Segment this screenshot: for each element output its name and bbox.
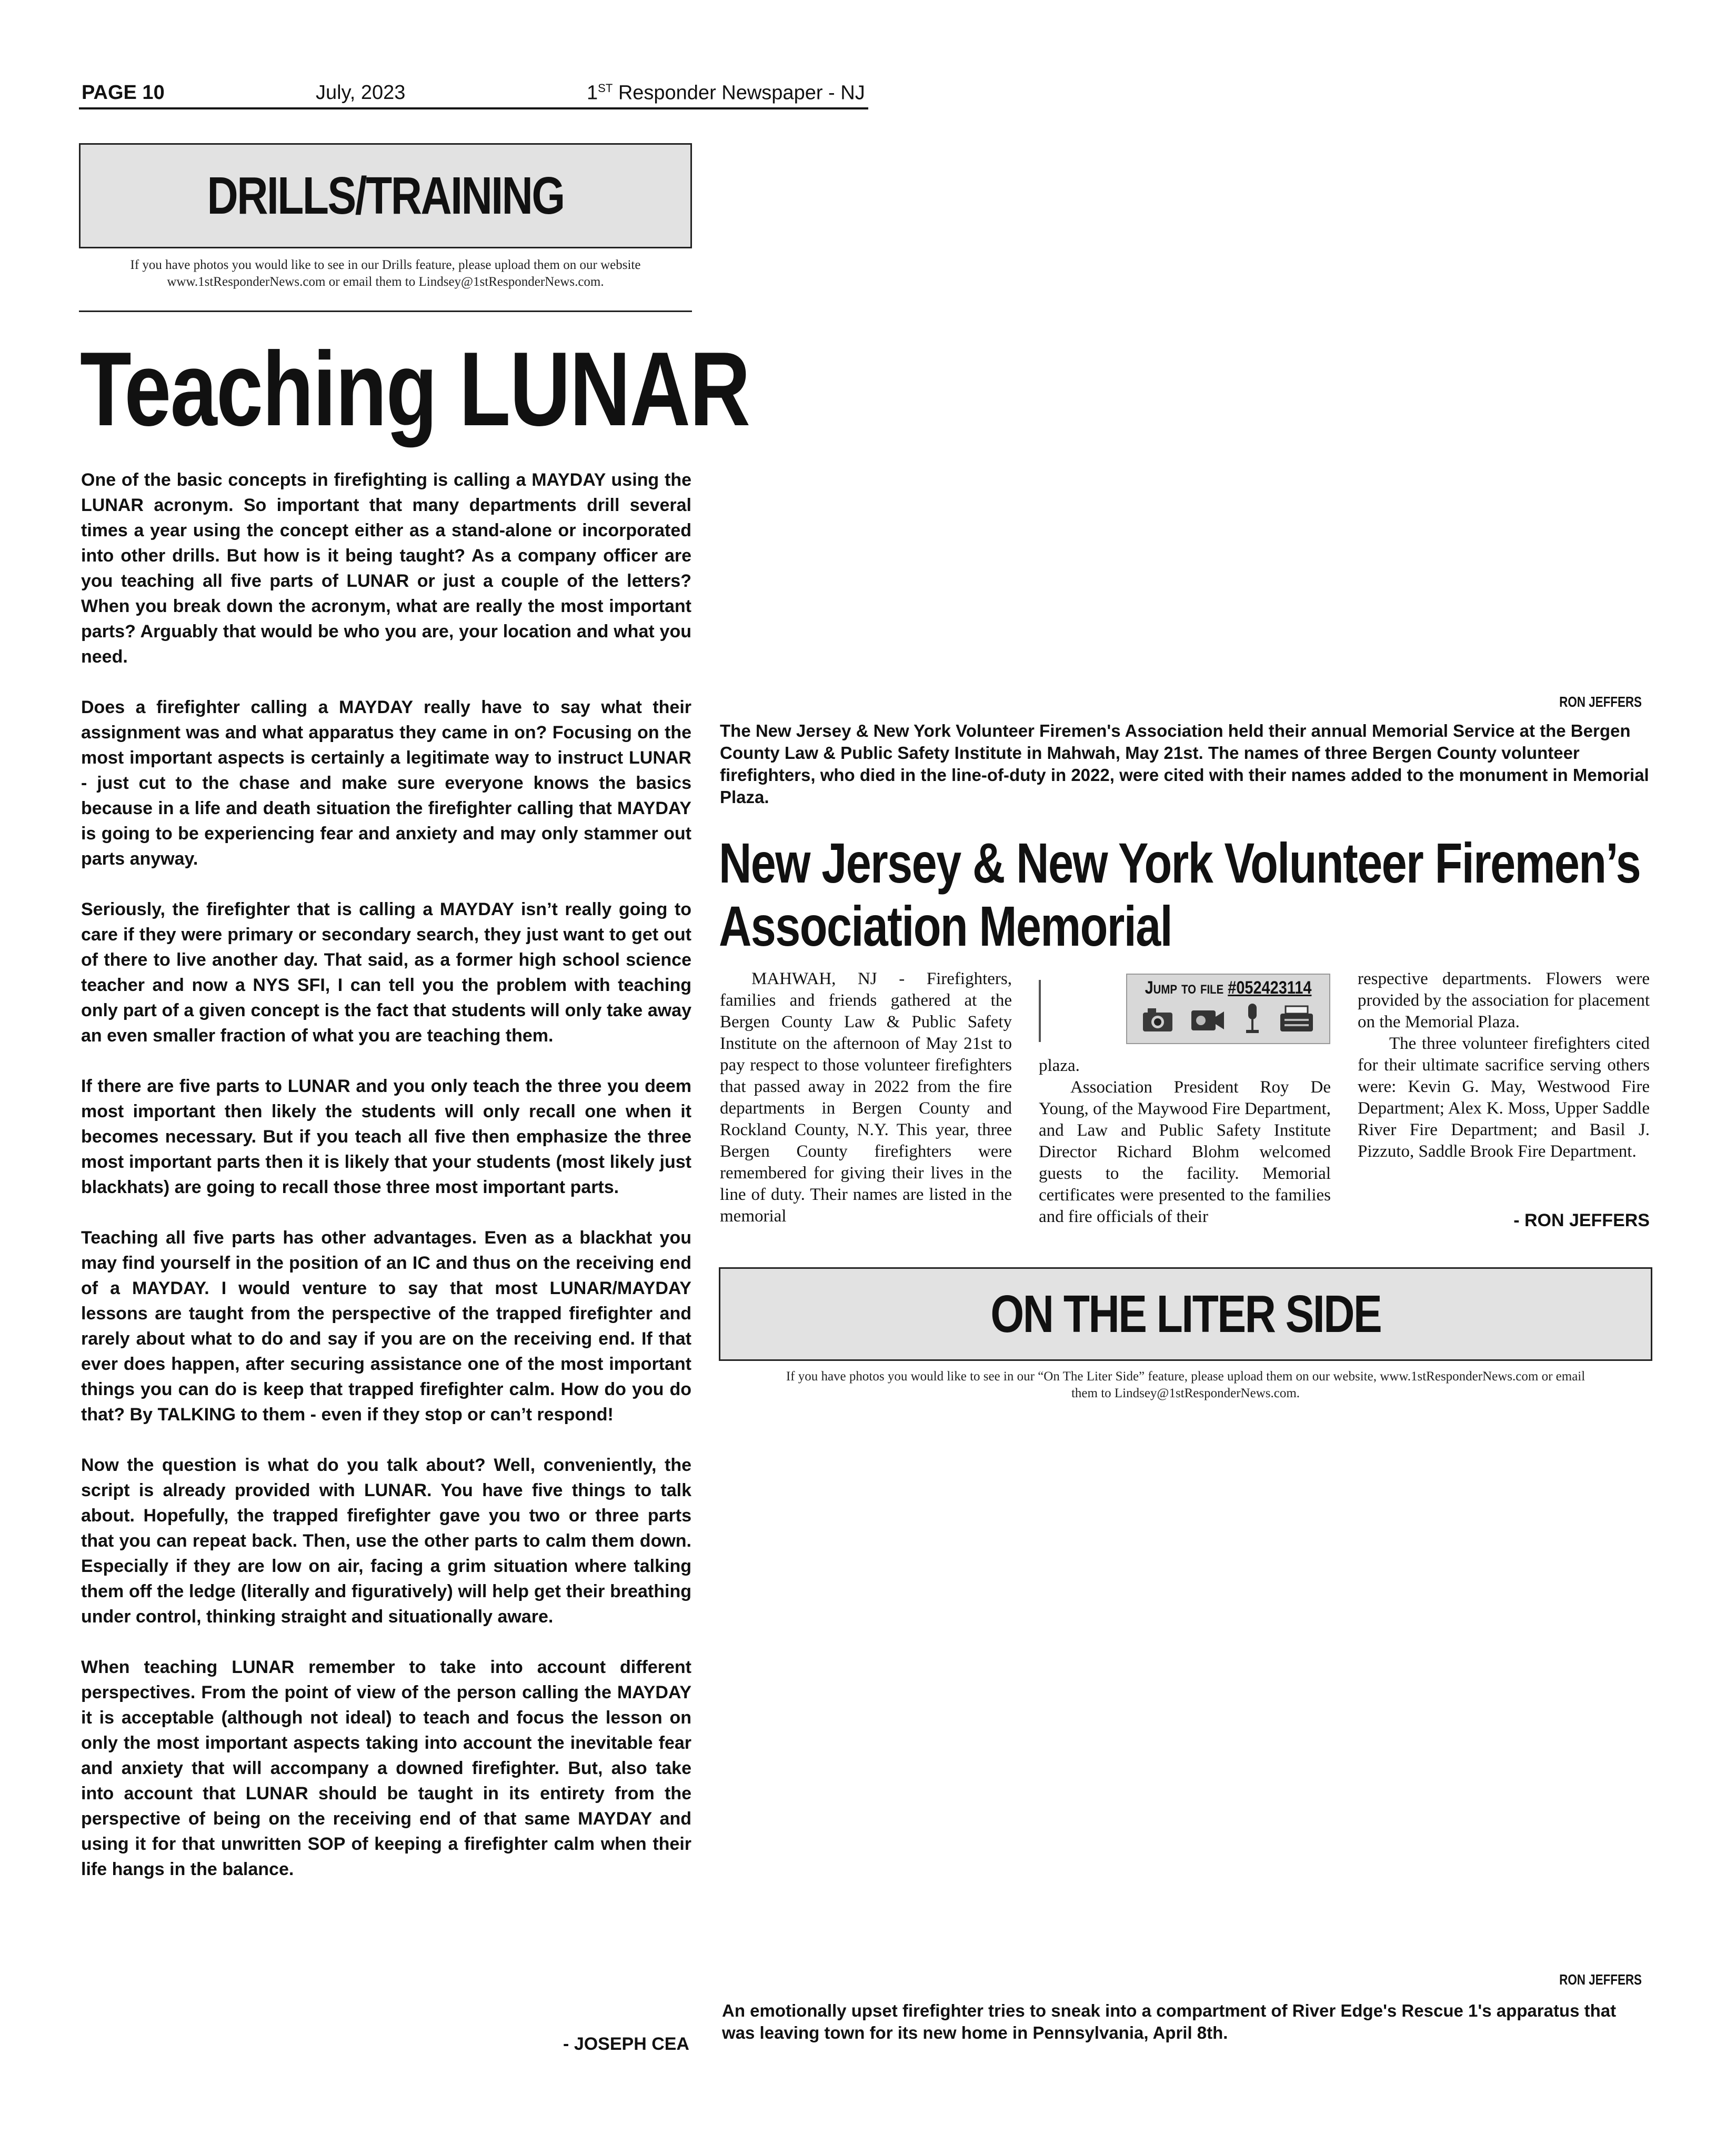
memorial-photo-caption: The New Jersey & New York Volunteer Firemen's Association held their annual Memorial Service at the Bergen County Law & Public Safety Institute in Mahwah, May 21st. The names of three Bergen County volunteer firefighters, who died in the line-of-duty in 2022, were cited with their names added to the monument in Memorial Plaza. [720,721,1649,807]
drills-note [79,257,692,290]
lunar-article-body [81,467,691,1907]
lunar-paragraph: Teaching all five parts has other advantages. Even as a blackhat you may find yourself in the position of an IC and thus on the receiving end of a MAYDAY. I would venture to say that most LUNAR/MAYDAY lessons are taught from the perspective of the trapped firefighter and rarely about what to do and say if you are on the receiving end. If that ever does happen, after securing assistance one of the most important things you can do is keep that trapped firefighter calm. How do you do that? By TALKING to them - even if they stop or can’t respond! [81,1228,691,1425]
video-camera-icon[interactable] [1189,1003,1226,1035]
memorial-col3-text: The three volunteer firefighters cited for their ultimate sacrifice serving others were: Kevin G. May, Westwood Fire Department; Alex K. Moss, Upper Saddle River Fire Department; and Basil J. Pizzuto, Saddle Brook Fire Department. [1358,1034,1650,1161]
jump-to-file-box[interactable] [1126,974,1330,1044]
typewriter-icon[interactable] [1278,1003,1315,1035]
camera-icon[interactable] [1141,1003,1174,1035]
memorial-col2-text: Association President Roy De Young, of the Maywood Fire Department, and Law and Public Safety Institute Director Richard Blohm welcomed guests to the facility. Memorial certificates were presented to the families and fire officials of their [1039,1078,1331,1226]
liter-note [719,1368,1652,1402]
drills-note-line2: www.1stResponderNews.com or email them to Lindsey@1stResponderNews.com. [167,275,604,289]
newspaper-name-prefix: 1 [587,82,598,104]
liter-section-banner [719,1267,1652,1361]
lunar-paragraph: When teaching LUNAR remember to take into account different perspectives. From the point of view of the person calling the MAYDAY it is acceptable (although not ideal) to teach and focus the lesson on only the most important aspects taking into account the inevitable fear and anxiety that will accompany a downed firefighter. But, also take into account that LUNAR should be taught in its entirety from the perspective of being on the receiving end of that same MAYDAY and using it for that unwritten SOP of keeping a firefighter calm when their life hangs in the balance. [81,1657,691,1879]
lunar-paragraph: One of the basic concepts in firefighting is calling a MAYDAY using the LUNAR acronym. So important that many departments drill several times a year using the concept either as a stand-alone or incorporated into other drills. But how is it being taught? As a company officer are you teaching all five parts of LUNAR or just a couple of the letters? When you break down the acronym, what are really the most important parts? Arguably that would be who you are, your location and what you need. [81,470,691,667]
lunar-paragraph: Seriously, the firefighter that is calling a MAYDAY isn’t really going to care if they were primary or secondary search, they just want to get out of there to live another day. That said, as a former high school science teacher and now a NYS SFI, I can tell you the problem with teaching only part of a given concept is the fact that students will only take away an even smaller fraction of what you are teaching them. [81,899,691,1046]
liter-note-line2: them to Lindsey@1stResponderNews.com. [1071,1386,1300,1400]
newspaper-name [587,82,865,105]
lunar-paragraph: Now the question is what do you talk about? Well, conveniently, the script is already provided with LUNAR. You have five things to talk about. Hopefully, the trapped firefighter gave you two or three parts that you can repeat back. Then, use the other parts to calm them down. Especially if they are low on air, facing a grim situation where talking them off the ledge (literally and figuratively) will help get their breathing under control, thinking straight and situationally aware. [81,1455,691,1627]
memorial-byline: - RON JEFFERS [1513,1210,1650,1230]
page-number: PAGE 10 [82,82,165,104]
lunar-paragraph: If there are five parts to LUNAR and you only teach the three you deem most important then likely the students will only recall one when it becomes necessary. But if you teach all five then emphasize the three most important parts then it is likely that your students (most likely just blackhats) are going to recall those three most important parts. [81,1076,691,1197]
liter-photo-caption: An emotionally upset firefighter tries to sneak into a compartment of River Edge's Rescue 1's apparatus that was leaving town for its new home in Pennsylvania, April 8th. [722,2001,1617,2042]
lunar-headline: Teaching LUNAR [80,330,750,448]
header-rule [79,107,868,109]
memorial-col2-lead: plaza. [1039,1056,1080,1075]
memorial-headline-line1: New Jersey & New York Volunteer Firemen’s [719,831,1641,895]
liter-photo-credit: RON JEFFERS [1559,1971,1642,1988]
memorial-headline-line2: Association Memorial [719,894,1172,958]
liter-note-line1: If you have photos you would like to see in our “On The Liter Side” feature, please upload them on our website, www.1stResponderNews.com or email [786,1369,1586,1384]
jump-to-file-label[interactable] [1142,975,1314,998]
memorial-photo-credit: RON JEFFERS [1559,694,1642,710]
jump-to-file-number[interactable]: #052423114 [1228,978,1312,998]
jump-to-file-text: Jump to file [1145,978,1228,998]
drills-rule [79,310,692,312]
lunar-paragraph: Does a firefighter calling a MAYDAY really have to say what their assignment was and what apparatus they came in on? Focusing on the most important aspects is certainly a legitimate way to instruct LUNAR - just cut to the chase and make sure everyone knows the basics because in a life and death situation the firefighter calling that MAYDAY is going to be experiencing fear and anxiety and may only stammer out parts anyway. [81,697,691,869]
memorial-col1-text: MAHWAH, NJ - Firefighters, families and friends gathered at the Bergen County Law & Public Safety Institute on the afternoon of May 21st to pay respect to those volunteer firefighters that passed away in 2022 from the fire departments in Bergen County and Rockland County, N.Y. This year, three Bergen County firefighters were remembered for giving their lives in the line of duty. Their names are listed in the memorial [720,969,1012,1226]
memorial-column-1 [720,968,1012,1227]
jump-box-divider [1039,980,1041,1042]
microphone-icon[interactable] [1242,1001,1263,1036]
newspaper-name-sup: ST [598,82,613,95]
memorial-headline [719,831,1640,958]
liter-section-title: ON THE LITER SIDE [990,1284,1381,1344]
memorial-column-3 [1358,968,1650,1163]
drills-section-banner [79,143,692,248]
drills-note-line1: If you have photos you would like to see in our Drills feature, please upload them on our website [130,258,641,272]
memorial-col3-lead: respective departments. Flowers were provided by the association for placement on the Memorial Plaza. [1358,969,1650,1031]
lunar-byline: - JOSEPH CEA [563,2034,689,2054]
issue-date: July, 2023 [316,82,406,104]
drills-section-title: DRILLS/TRAINING [207,166,564,225]
newspaper-name-rest: Responder Newspaper - NJ [613,82,865,104]
jump-icons [1127,998,1329,1039]
memorial-column-2 [1039,1055,1331,1228]
